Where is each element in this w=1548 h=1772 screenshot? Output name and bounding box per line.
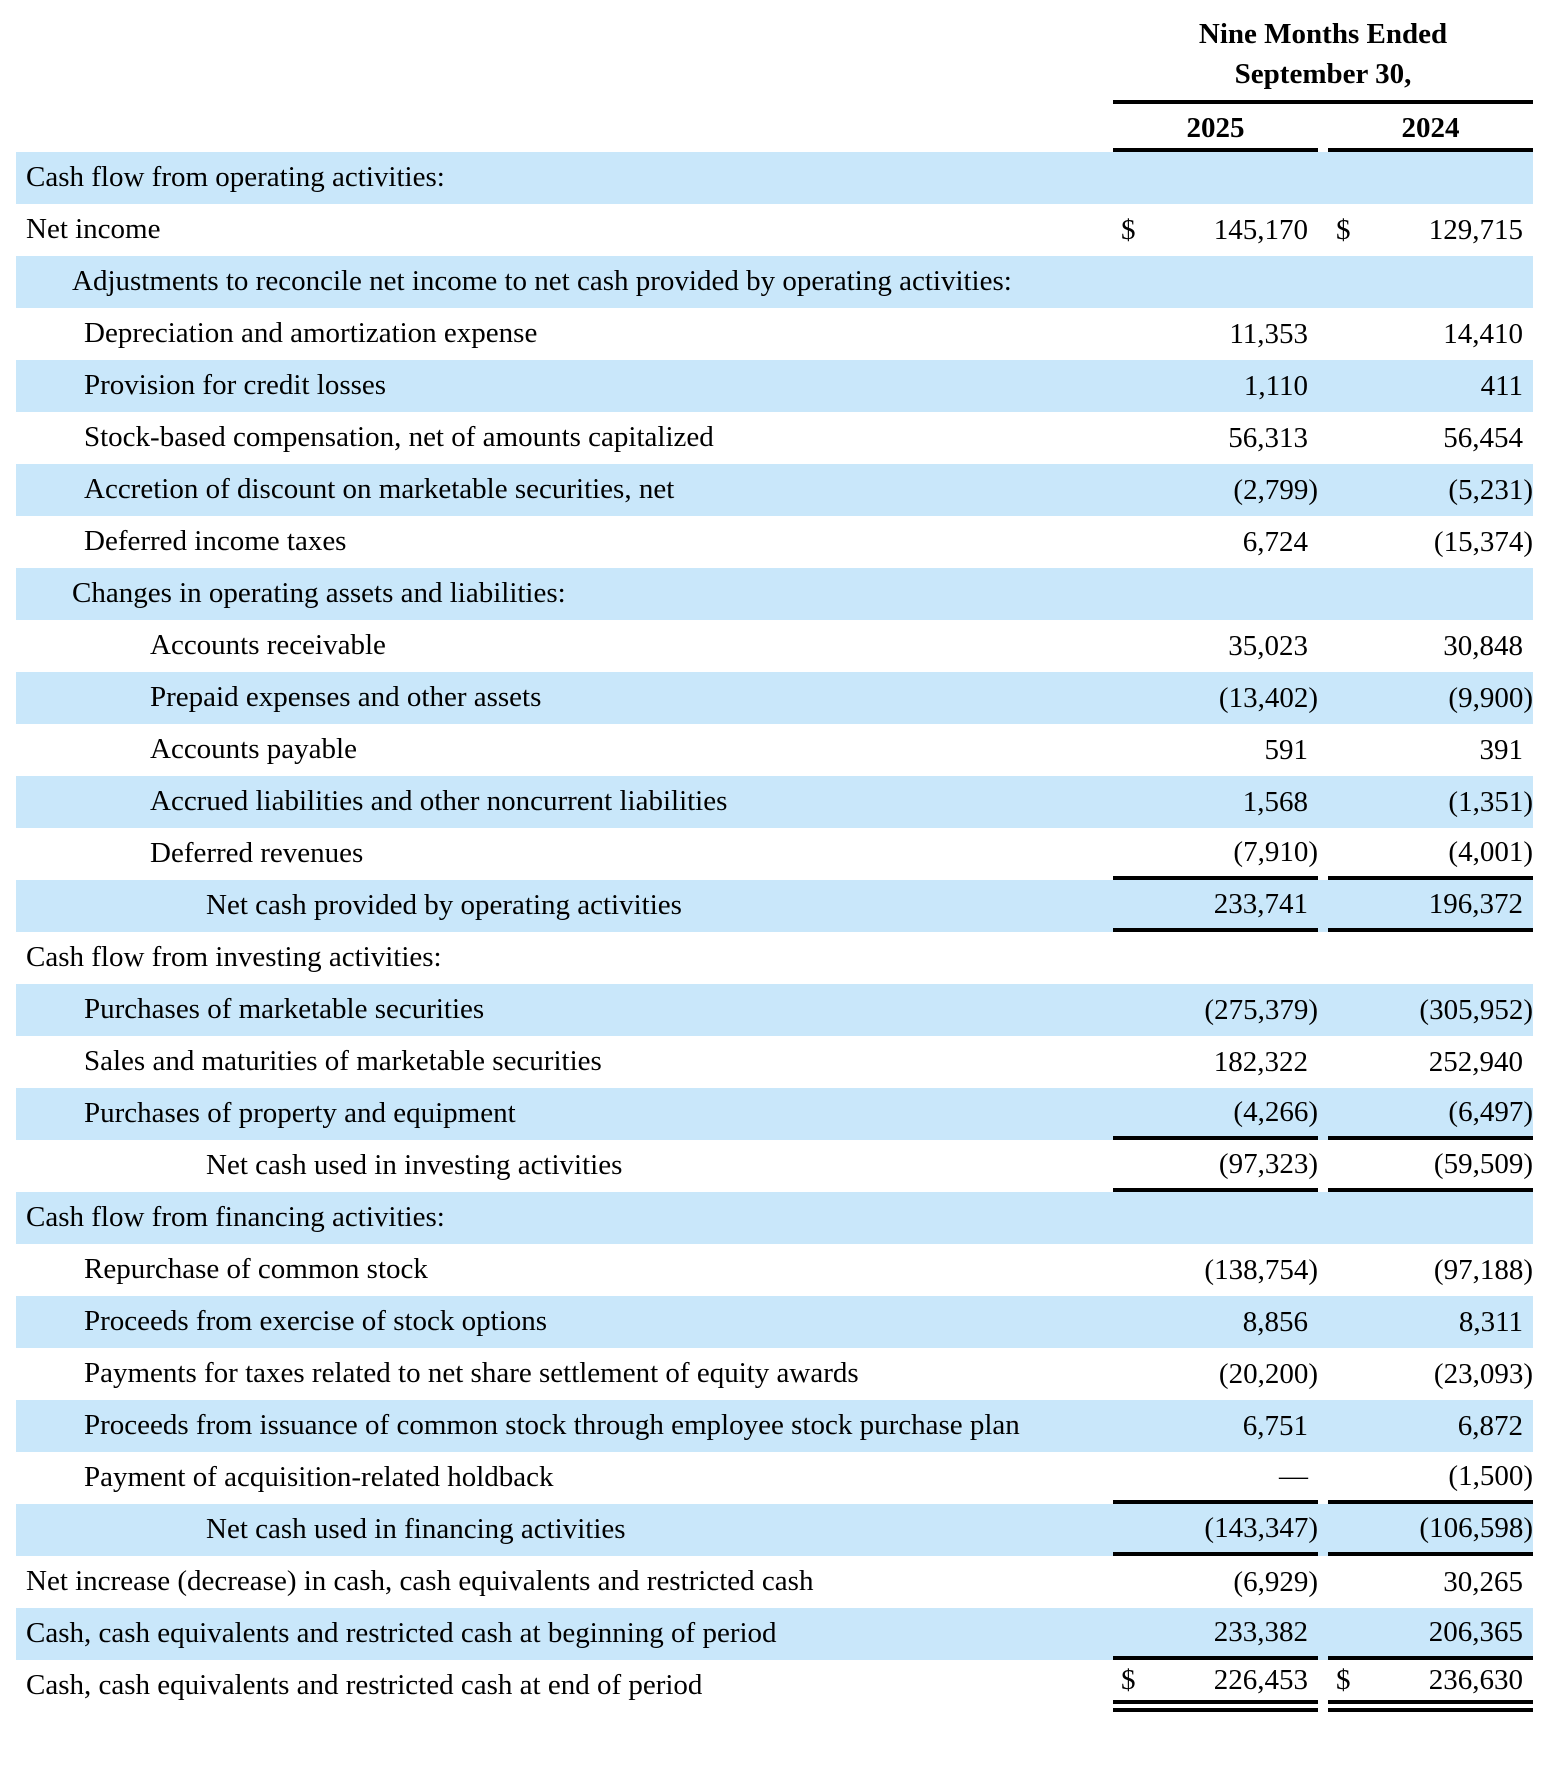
amount: 8,311 [1458,1305,1523,1338]
row-label: Proceeds from issuance of common stock through employee stock purchase plan [84,1409,1020,1442]
amount: 145,170 [1213,213,1308,246]
row-label: Cash flow from investing activities: [26,941,442,974]
row-label: Deferred revenues [150,837,364,870]
amount: (4,266) [1233,1095,1318,1128]
column-gap [1318,1660,1328,1712]
value-2024 [1328,620,1533,672]
table-row [16,1244,1533,1296]
amount: (1,351) [1448,785,1533,818]
amount: 411 [1480,369,1523,402]
row-label: Purchases of property and equipment [84,1097,516,1130]
amount: 6,751 [1242,1409,1308,1442]
value-2024 [1328,724,1533,776]
row-label: Sales and maturities of marketable securities [84,1045,602,1078]
value-2024 [1328,360,1533,412]
table-row [16,776,1533,828]
amount: 1,110 [1243,369,1308,402]
table-row [16,1452,1533,1504]
table-row [16,1036,1533,1088]
value-2025 [1113,1348,1318,1400]
table-row [16,1348,1533,1400]
row-label: Accounts receivable [150,629,386,662]
table-row [16,620,1533,672]
table-body [16,152,1533,1712]
table-row [16,152,1533,204]
value-2024 [1328,880,1533,932]
value-2025 [1113,204,1318,256]
column-gap [1318,620,1328,672]
currency-symbol: $ [1336,1663,1351,1696]
table-row [16,932,1533,984]
table-row [16,1296,1533,1348]
value-2025 [1113,932,1318,984]
table-row [16,1400,1533,1452]
amount: (106,598) [1419,1511,1533,1544]
table-row [16,1608,1533,1660]
value-2024 [1328,1660,1533,1712]
value-2025 [1113,672,1318,724]
value-2025 [1113,1244,1318,1296]
amount: (275,379) [1204,993,1318,1026]
table-row [16,256,1533,308]
amount: (59,509) [1433,1147,1533,1180]
value-2025 [1113,1140,1318,1192]
table-row [16,724,1533,776]
row-label: Repurchase of common stock [84,1253,428,1286]
table-row [16,672,1533,724]
column-gap [1318,1088,1328,1140]
amount: 6,872 [1457,1409,1523,1442]
value-2024 [1328,516,1533,568]
value-2024 [1328,152,1533,204]
row-label: Prepaid expenses and other assets [150,681,542,714]
amount: 236,630 [1428,1663,1523,1696]
row-label: Deferred income taxes [84,525,347,558]
column-gap [1318,204,1328,256]
value-2024 [1328,932,1533,984]
table-row [16,412,1533,464]
value-2024 [1328,1088,1533,1140]
amount: 30,265 [1443,1565,1523,1598]
value-2025 [1113,776,1318,828]
period-title-line2: September 30, [1234,58,1412,91]
value-2025 [1113,1296,1318,1348]
value-2025 [1113,1400,1318,1452]
row-label: Cash, cash equivalents and restricted cash at end of period [26,1669,703,1702]
column-gap [1318,880,1328,932]
amount: 11,353 [1229,317,1308,350]
value-2025 [1113,152,1318,204]
row-label: Accounts payable [150,733,357,766]
column-gap [1318,104,1328,152]
table-row [16,1140,1533,1192]
amount: (1,500) [1448,1459,1533,1492]
value-2025 [1113,360,1318,412]
amount: 391 [1479,733,1523,766]
value-2025 [1113,1556,1318,1608]
column-gap [1318,464,1328,516]
value-2025 [1113,412,1318,464]
value-2025 [1113,308,1318,360]
value-2024 [1328,1452,1533,1504]
row-label: Net cash used in investing activities [206,1149,623,1182]
amount: (5,231) [1448,473,1533,506]
amount: 233,382 [1213,1615,1308,1648]
amount: 206,365 [1428,1615,1523,1648]
column-gap [1318,1036,1328,1088]
column-header-2024: 2024 [1328,104,1533,152]
column-gap [1318,256,1328,308]
value-2025 [1113,880,1318,932]
amount: (6,497) [1448,1095,1533,1128]
value-2025 [1113,1504,1318,1556]
value-2024 [1328,1608,1533,1660]
row-label: Payments for taxes related to net share settlement of equity awards [84,1357,859,1390]
value-2024 [1328,1556,1533,1608]
row-label: Cash flow from operating activities: [26,161,445,194]
column-header-2025: 2025 [1113,104,1318,152]
column-gap [1318,308,1328,360]
value-2024 [1328,1140,1533,1192]
year-header-row [16,104,1533,152]
amount: (97,323) [1218,1147,1318,1180]
amount: 1,568 [1242,785,1308,818]
column-gap [1318,932,1328,984]
table-row [16,1556,1533,1608]
table-row [16,516,1533,568]
column-gap [1318,516,1328,568]
column-gap [1318,1504,1328,1556]
value-2024 [1328,308,1533,360]
amount: 30,848 [1443,629,1523,662]
value-2024 [1328,568,1533,620]
amount: 591 [1264,733,1308,766]
row-label: Accretion of discount on marketable securities, net [84,473,675,506]
amount: 252,940 [1428,1045,1523,1078]
amount: (20,200) [1218,1357,1318,1390]
header-spacer [16,6,1113,104]
column-gap [1318,1608,1328,1660]
row-label: Changes in operating assets and liabilities: [72,577,566,610]
value-2024 [1328,1192,1533,1244]
value-2025 [1113,1192,1318,1244]
period-header [1113,6,1533,104]
value-2025 [1113,256,1318,308]
row-label: Depreciation and amortization expense [84,317,538,350]
amount: 226,453 [1213,1663,1308,1696]
row-label: Cash, cash equivalents and restricted cash at beginning of period [26,1617,777,1650]
row-label: Adjustments to reconcile net income to net cash provided by operating activities: [72,265,1012,298]
row-label: Cash flow from financing activities: [26,1201,445,1234]
value-2024 [1328,204,1533,256]
value-2024 [1328,464,1533,516]
column-gap [1318,776,1328,828]
column-gap [1318,360,1328,412]
amount: 56,454 [1443,421,1523,454]
amount: 8,856 [1242,1305,1308,1338]
column-gap [1318,1296,1328,1348]
column-gap [1318,412,1328,464]
value-2025 [1113,984,1318,1036]
row-label: Net income [26,213,161,246]
table-row [16,308,1533,360]
value-2025 [1113,1660,1318,1712]
value-2025 [1113,1088,1318,1140]
row-label: Provision for credit losses [84,369,387,402]
table-row [16,1504,1533,1556]
table-row [16,1088,1533,1140]
value-2024 [1328,672,1533,724]
value-2024 [1328,256,1533,308]
amount: 196,372 [1428,887,1523,920]
value-2025 [1113,1608,1318,1660]
value-2024 [1328,1504,1533,1556]
amount: (305,952) [1419,993,1533,1026]
value-2024 [1328,984,1533,1036]
column-gap [1318,1140,1328,1192]
column-gap [1318,724,1328,776]
column-gap [1318,568,1328,620]
table-row [16,828,1533,880]
value-2025 [1113,568,1318,620]
table-row [16,1660,1533,1712]
table-row [16,464,1533,516]
amount: 14,410 [1443,317,1523,350]
amount: 233,741 [1213,887,1308,920]
amount: — [1279,1459,1308,1492]
row-label: Accrued liabilities and other noncurrent liabilities [150,785,728,818]
value-2025 [1113,464,1318,516]
column-gap [1318,1452,1328,1504]
table-row [16,880,1533,932]
amount: 182,322 [1213,1045,1308,1078]
value-2025 [1113,724,1318,776]
column-gap [1318,152,1328,204]
value-2024 [1328,776,1533,828]
period-title-line1: Nine Months Ended [1198,18,1448,50]
table-row [16,568,1533,620]
value-2024 [1328,1036,1533,1088]
value-2025 [1113,1036,1318,1088]
row-label: Proceeds from exercise of stock options [84,1305,548,1338]
period-header-row [16,6,1533,104]
amount: 56,313 [1228,421,1308,454]
value-2024 [1328,1348,1533,1400]
amount: (15,374) [1433,525,1533,558]
amount: 35,023 [1228,629,1308,662]
currency-symbol: $ [1121,1663,1136,1696]
column-gap [1318,1348,1328,1400]
amount: (13,402) [1218,681,1318,714]
amount: (7,910) [1233,835,1318,868]
table-row [16,1192,1533,1244]
amount: (138,754) [1204,1253,1318,1286]
amount: (23,093) [1433,1357,1533,1390]
amount: (2,799) [1233,473,1318,506]
row-label: Net cash used in financing activities [206,1513,626,1546]
row-label: Payment of acquisition-related holdback [84,1461,554,1494]
value-2024 [1328,1400,1533,1452]
amount: (6,929) [1233,1565,1318,1598]
table-row [16,984,1533,1036]
column-gap [1318,828,1328,880]
amount: 6,724 [1242,525,1308,558]
row-label: Purchases of marketable securities [84,993,485,1026]
column-gap [1318,1244,1328,1296]
value-2025 [1113,828,1318,880]
currency-symbol: $ [1121,213,1136,246]
column-gap [1318,1400,1328,1452]
row-label: Net cash provided by operating activities [206,889,682,922]
column-gap [1318,1192,1328,1244]
value-2025 [1113,1452,1318,1504]
column-gap [1318,984,1328,1036]
value-2025 [1113,620,1318,672]
table-row [16,360,1533,412]
table-row [16,204,1533,256]
value-2025 [1113,516,1318,568]
value-2024 [1328,412,1533,464]
amount: 129,715 [1428,213,1523,246]
column-gap [1318,672,1328,724]
row-label: Net increase (decrease) in cash, cash equivalents and restricted cash [26,1565,814,1598]
row-label: Stock-based compensation, net of amounts capitalized [84,421,714,454]
currency-symbol: $ [1336,213,1351,246]
amount: (143,347) [1204,1511,1318,1544]
header-spacer [16,104,1113,152]
amount: (9,900) [1448,681,1533,714]
amount: (4,001) [1448,835,1533,868]
column-gap [1318,1556,1328,1608]
value-2024 [1328,1296,1533,1348]
value-2024 [1328,1244,1533,1296]
value-2024 [1328,828,1533,880]
amount: (97,188) [1433,1253,1533,1286]
